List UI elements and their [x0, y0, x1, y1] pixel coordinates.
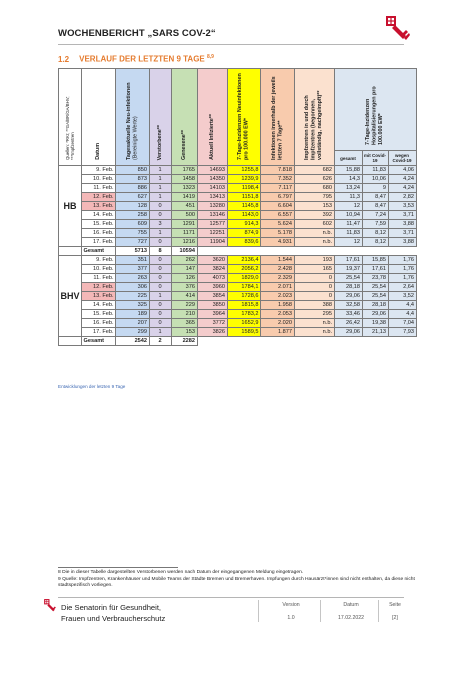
cell-verstorbene: 1: [149, 328, 171, 337]
cell-hosp-wegen: 3,71: [388, 211, 416, 220]
footer-datum: [328, 602, 374, 621]
cell-hosp-gesamt: 14,3: [334, 175, 362, 184]
cell-verstorbene: 3: [149, 220, 171, 229]
cell-7-tage-inzidenz: 874,9: [227, 229, 261, 238]
cell-hosp-wegen: 3,53: [388, 202, 416, 211]
cell-impfzentren: n.b.: [294, 328, 334, 337]
cell-datum: 14. Feb.: [82, 301, 116, 310]
cell-aktuell-infizierte: 14103: [197, 184, 227, 193]
cell-aktuell-infizierte: 3826: [197, 328, 227, 337]
col-header-aktuell-infizierte: Aktuell Infizierte**: [197, 69, 227, 166]
cell-hosp-wegen: 7,93: [388, 328, 416, 337]
cell-aktuell-infizierte: 3854: [197, 292, 227, 301]
cell-aktuell-infizierte: 14350: [197, 175, 227, 184]
cell-datum: 14. Feb.: [82, 211, 116, 220]
cell-hosp-mit: 7,59: [362, 220, 388, 229]
cell-hosp-mit: 10,06: [362, 175, 388, 184]
table-body: [59, 166, 417, 346]
cell-7-tage-inzidenz: 1198,4: [227, 184, 261, 193]
cell-impfzentren: n.b.: [294, 229, 334, 238]
cell-infektionen-7-tage: 1.877: [261, 328, 295, 337]
cell-hosp-wegen: 3,88: [388, 238, 416, 247]
cell-hosp-gesamt: 29,06: [334, 328, 362, 337]
cell-7-tage-inzidenz: 1589,5: [227, 328, 261, 337]
cell-neuinfektionen: 258: [116, 211, 150, 220]
cell-infektionen-7-tage: 1.544: [261, 256, 295, 265]
cell-datum: 11. Feb.: [82, 274, 116, 283]
cell-infektionen-7-tage: 7.117: [261, 184, 295, 193]
cell-infektionen-7-tage: 1.958: [261, 301, 295, 310]
cell-hosp-wegen: 4,4: [388, 301, 416, 310]
cell-neuinfektionen: 377: [116, 265, 150, 274]
total-verstorbene: 2: [149, 337, 171, 346]
cell-hosp-gesamt: 28,18: [334, 283, 362, 292]
cell-impfzentren: 392: [294, 211, 334, 220]
cell-datum: 15. Feb.: [82, 220, 116, 229]
footnote-8: 8 Die in dieser Tabelle dargestellten Verstorbenen werden nach Datum der eingegangenen Meldung eingetragen.: [58, 570, 304, 575]
cell-infektionen-7-tage: 2.020: [261, 319, 295, 328]
covid-data-table: [58, 68, 417, 346]
cell-impfzentren: 295: [294, 310, 334, 319]
cell-infektionen-7-tage: 2.428: [261, 265, 295, 274]
cell-hosp-mit: 8,12: [362, 229, 388, 238]
cell-neuinfektionen: 306: [116, 283, 150, 292]
col-header-impfzentren: Impfzentren in und durch Impfzentren (begonnen, vollständig, nachgeimpft)**: [294, 69, 334, 166]
cell-infektionen-7-tage: 4.931: [261, 238, 295, 247]
cell-neuinfektionen: 886: [116, 184, 150, 193]
cell-verstorbene: 0: [149, 283, 171, 292]
datum-label: Datum: [343, 602, 359, 608]
cell-datum: 16. Feb.: [82, 319, 116, 328]
cell-hosp-mit: 21,13: [362, 328, 388, 337]
table-row: [59, 184, 417, 193]
cell-impfzentren: 0: [294, 274, 334, 283]
cell-aktuell-infizierte: 3772: [197, 319, 227, 328]
table-row: [59, 265, 417, 274]
cell-aktuell-infizierte: 14693: [197, 166, 227, 175]
table-row: [59, 310, 417, 319]
cell-neuinfektionen: 609: [116, 220, 150, 229]
cell-hosp-gesamt: 26,42: [334, 319, 362, 328]
cell-7-tage-inzidenz: 1143,0: [227, 211, 261, 220]
cell-verstorbene: 1: [149, 193, 171, 202]
total-neuinfektionen: 5713: [116, 247, 150, 256]
footer-divider: [58, 597, 404, 598]
col-header-hosp-mit: mit Covid-19: [362, 151, 388, 166]
cell-hosp-gesamt: 12: [334, 202, 362, 211]
report-title: WOCHENBERICHT „SARS COV-2“: [58, 28, 216, 39]
cell-infektionen-7-tage: 6.604: [261, 202, 295, 211]
cell-genesene: 262: [171, 256, 197, 265]
cell-neuinfektionen: 850: [116, 166, 150, 175]
footnote-divider: [58, 567, 178, 568]
cell-7-tage-inzidenz: 1255,8: [227, 166, 261, 175]
cell-7-tage-inzidenz: 1239,9: [227, 175, 261, 184]
seite-value: [2]: [392, 615, 398, 621]
table-caption: Entwicklungen der letzten 9 Tage: [58, 384, 126, 389]
cell-verstorbene: 0: [149, 310, 171, 319]
cell-verstorbene: 0: [149, 256, 171, 265]
source-note-cell: Quellen: *RKI; **GA/BR/GA/BHV; ***Impfzentren: [59, 69, 82, 166]
footer-version: [270, 602, 312, 621]
cell-impfzentren: 388: [294, 301, 334, 310]
cell-aktuell-infizierte: 3850: [197, 301, 227, 310]
cell-hosp-gesamt: 11,47: [334, 220, 362, 229]
footer-separator: [320, 600, 321, 622]
cell-hosp-wegen: 2,82: [388, 193, 416, 202]
cell-aktuell-infizierte: 3960: [197, 283, 227, 292]
cell-hosp-wegen: 4,06: [388, 166, 416, 175]
total-genesene: 10594: [171, 247, 197, 256]
cell-infektionen-7-tage: 2.053: [261, 310, 295, 319]
col-header-genesene: Genesene**: [171, 69, 197, 166]
total-genesene: 2282: [171, 337, 197, 346]
cell-genesene: 210: [171, 310, 197, 319]
cell-datum: 13. Feb.: [82, 292, 116, 301]
hb-city-label: HB: [59, 166, 82, 247]
cell-genesene: 1765: [171, 166, 197, 175]
cell-genesene: 1291: [171, 220, 197, 229]
total-blank: [197, 337, 416, 346]
table-total-row: [59, 337, 417, 346]
cell-aktuell-infizierte: 11904: [197, 238, 227, 247]
cell-datum: 12. Feb.: [82, 193, 116, 202]
cell-infektionen-7-tage: 7.818: [261, 166, 295, 175]
bhv-city-label: BHV: [59, 256, 82, 337]
cell-datum: 9. Feb.: [82, 256, 116, 265]
cell-genesene: 414: [171, 292, 197, 301]
cell-verstorbene: 1: [149, 229, 171, 238]
col-header-hospitalisierung: 7-Tage-Inzidenzen Hospitalisierungen pro 100.000 EW*: [334, 69, 416, 151]
cell-hosp-wegen: 4,24: [388, 175, 416, 184]
cell-hosp-gesamt: 32,58: [334, 301, 362, 310]
cell-impfzentren: 682: [294, 166, 334, 175]
section-title: VERLAUF DER LETZTEN 9 TAGE: [79, 54, 205, 64]
cell-verstorbene: 0: [149, 301, 171, 310]
cell-verstorbene: 1: [149, 166, 171, 175]
cell-datum: 9. Feb.: [82, 166, 116, 175]
header-divider: [58, 44, 404, 45]
table-row: [59, 220, 417, 229]
cell-genesene: 1458: [171, 175, 197, 184]
cell-hosp-wegen: 3,71: [388, 229, 416, 238]
cell-7-tage-inzidenz: 1783,2: [227, 310, 261, 319]
table-row: [59, 193, 417, 202]
cell-neuinfektionen: 873: [116, 175, 150, 184]
cell-impfzentren: 153: [294, 202, 334, 211]
covid-table: [58, 68, 417, 346]
footer-organization: [61, 602, 165, 624]
cell-neuinfektionen: 755: [116, 229, 150, 238]
cell-verstorbene: 0: [149, 319, 171, 328]
cell-hosp-mit: 8,12: [362, 238, 388, 247]
version-value: 1.0: [287, 615, 295, 621]
total-label: Gesamt: [82, 247, 116, 256]
version-label: Version: [282, 602, 300, 608]
cell-impfzentren: n.b.: [294, 319, 334, 328]
cell-hosp-wegen: 1,76: [388, 274, 416, 283]
cell-verstorbene: 1: [149, 175, 171, 184]
cell-aktuell-infizierte: 3964: [197, 310, 227, 319]
cell-verstorbene: 0: [149, 274, 171, 283]
senator-logo-icon: [43, 598, 57, 614]
table-total-row: [59, 247, 417, 256]
footnote-9: 9 Quelle: Impfzentren, Krankenhäuser und Mobile Teams der Städte Bremen und Bremerhaven. Impfungen durch Hausärzt*innen sind nicht enthalten, da diese nicht stadtspezifisch vorliegen.: [58, 577, 415, 588]
cell-infektionen-7-tage: 2.329: [261, 274, 295, 283]
cell-hosp-mit: 23,78: [362, 274, 388, 283]
cell-impfzentren: 193: [294, 256, 334, 265]
cell-datum: 17. Feb.: [82, 328, 116, 337]
cell-genesene: 147: [171, 265, 197, 274]
cell-7-tage-inzidenz: 1829,0: [227, 274, 261, 283]
table-row: [59, 301, 417, 310]
cell-aktuell-infizierte: 13280: [197, 202, 227, 211]
cell-datum: 11. Feb.: [82, 184, 116, 193]
cell-hosp-wegen: 1,76: [388, 265, 416, 274]
cell-hosp-gesamt: 19,37: [334, 265, 362, 274]
cell-infektionen-7-tage: 6.797: [261, 193, 295, 202]
cell-datum: 17. Feb.: [82, 238, 116, 247]
col-header-neuinfektionen: Tagesaktuelle Neu-infektionen (Bereinigte Werte): [116, 69, 150, 166]
cell-7-tage-inzidenz: 1652,9: [227, 319, 261, 328]
col-header-hosp-wegen: wegen Covid-19: [388, 151, 416, 166]
cell-hosp-wegen: 3,88: [388, 220, 416, 229]
cell-aktuell-infizierte: 13413: [197, 193, 227, 202]
table-header-row: [59, 69, 417, 151]
col-header-infektionen-7-tage: Infektionen innerhalb der jeweils letzten 7 Tage**: [261, 69, 295, 166]
cell-neuinfektionen: 189: [116, 310, 150, 319]
cell-aktuell-infizierte: 12577: [197, 220, 227, 229]
table-row: [59, 229, 417, 238]
table-row: [59, 238, 417, 247]
cell-hosp-wegen: 1,76: [388, 256, 416, 265]
cell-neuinfektionen: 207: [116, 319, 150, 328]
bremen-key-logo: [384, 14, 410, 44]
cell-genesene: 229: [171, 301, 197, 310]
cell-hosp-mit: 19,38: [362, 319, 388, 328]
table-row: [59, 328, 417, 337]
cell-neuinfektionen: 299: [116, 328, 150, 337]
section-heading: [58, 54, 214, 64]
col-header-hosp-gesamt: gesamt: [334, 151, 362, 166]
cell-hosp-mit: 8,47: [362, 193, 388, 202]
col-header-datum: Datum: [82, 69, 116, 166]
col-header-7-tage-inzidenz: 7-Tage-Inzidenzen Neuinfektionen pro 100.000 EW*: [227, 69, 261, 166]
cell-7-tage-inzidenz: 1815,8: [227, 301, 261, 310]
cell-verstorbene: 0: [149, 265, 171, 274]
cell-7-tage-inzidenz: 914,3: [227, 220, 261, 229]
cell-datum: 10. Feb.: [82, 175, 116, 184]
cell-genesene: 1171: [171, 229, 197, 238]
footer-org-line-2: Frauen und Verbraucherschutz: [61, 614, 166, 623]
cell-datum: 13. Feb.: [82, 202, 116, 211]
cell-7-tage-inzidenz: 2056,2: [227, 265, 261, 274]
cell-datum: 12. Feb.: [82, 283, 116, 292]
cell-infektionen-7-tage: 6.557: [261, 211, 295, 220]
cell-hosp-mit: 25,54: [362, 292, 388, 301]
cell-aktuell-infizierte: 13146: [197, 211, 227, 220]
cell-genesene: 451: [171, 202, 197, 211]
footer-seite: [380, 602, 410, 621]
cell-impfzentren: 165: [294, 265, 334, 274]
cell-hosp-gesamt: 29,06: [334, 292, 362, 301]
cell-7-tage-inzidenz: 2136,4: [227, 256, 261, 265]
cell-verstorbene: 0: [149, 202, 171, 211]
cell-hosp-mit: 9: [362, 184, 388, 193]
cell-genesene: 365: [171, 319, 197, 328]
table-row: [59, 202, 417, 211]
seite-label: Seite: [389, 602, 401, 608]
cell-datum: 16. Feb.: [82, 229, 116, 238]
cell-hosp-gesamt: 13,24: [334, 184, 362, 193]
footer-org-line-1: Die Senatorin für Gesundheit,: [61, 603, 162, 612]
table-row: [59, 256, 417, 265]
total-label: Gesamt: [82, 337, 116, 346]
cell-infektionen-7-tage: 2.071: [261, 283, 295, 292]
cell-impfzentren: 795: [294, 193, 334, 202]
cell-hosp-mit: 17,61: [362, 265, 388, 274]
cell-hosp-wegen: 4,24: [388, 184, 416, 193]
cell-infektionen-7-tage: 5.178: [261, 229, 295, 238]
table-row: [59, 166, 417, 175]
cell-genesene: 1216: [171, 238, 197, 247]
cell-infektionen-7-tage: 7.352: [261, 175, 295, 184]
cell-impfzentren: n.b.: [294, 238, 334, 247]
table-row: [59, 274, 417, 283]
cell-verstorbene: 0: [149, 238, 171, 247]
cell-hosp-gesamt: 25,54: [334, 274, 362, 283]
col-header-verstorbene: Verstorbene**: [149, 69, 171, 166]
cell-verstorbene: 1: [149, 292, 171, 301]
section-number: 1.2: [58, 54, 70, 64]
cell-hosp-mit: 29,06: [362, 310, 388, 319]
cell-genesene: 376: [171, 283, 197, 292]
cell-aktuell-infizierte: 4073: [197, 274, 227, 283]
cell-hosp-gesamt: 15,88: [334, 166, 362, 175]
cell-7-tage-inzidenz: 839,6: [227, 238, 261, 247]
table-row: [59, 175, 417, 184]
total-spacer: [59, 247, 82, 256]
cell-hosp-gesamt: 17,61: [334, 256, 362, 265]
total-blank: [197, 247, 416, 256]
table-row: [59, 283, 417, 292]
cell-genesene: 126: [171, 274, 197, 283]
cell-hosp-wegen: 4,4: [388, 310, 416, 319]
section-footnote-ref: 8,9: [207, 54, 214, 60]
cell-verstorbene: 0: [149, 211, 171, 220]
cell-impfzentren: 0: [294, 292, 334, 301]
cell-infektionen-7-tage: 2.023: [261, 292, 295, 301]
cell-datum: 15. Feb.: [82, 310, 116, 319]
total-spacer: [59, 337, 82, 346]
cell-verstorbene: 1: [149, 184, 171, 193]
cell-7-tage-inzidenz: 1151,8: [227, 193, 261, 202]
cell-7-tage-inzidenz: 1728,6: [227, 292, 261, 301]
cell-aktuell-infizierte: 3824: [197, 265, 227, 274]
cell-hosp-wegen: 3,52: [388, 292, 416, 301]
cell-7-tage-inzidenz: 1784,1: [227, 283, 261, 292]
cell-aktuell-infizierte: 3620: [197, 256, 227, 265]
datum-value: 17.02.2022: [338, 615, 364, 621]
cell-genesene: 153: [171, 328, 197, 337]
cell-genesene: 500: [171, 211, 197, 220]
total-neuinfektionen: 2542: [116, 337, 150, 346]
cell-hosp-gesamt: 33,46: [334, 310, 362, 319]
cell-hosp-mit: 25,54: [362, 283, 388, 292]
cell-neuinfektionen: 325: [116, 301, 150, 310]
cell-neuinfektionen: 351: [116, 256, 150, 265]
cell-neuinfektionen: 225: [116, 292, 150, 301]
cell-datum: 10. Feb.: [82, 265, 116, 274]
cell-impfzentren: 626: [294, 175, 334, 184]
cell-hosp-mit: 28,18: [362, 301, 388, 310]
cell-neuinfektionen: 627: [116, 193, 150, 202]
table-row: [59, 319, 417, 328]
cell-genesene: 1323: [171, 184, 197, 193]
cell-7-tage-inzidenz: 1145,8: [227, 202, 261, 211]
cell-impfzentren: 0: [294, 283, 334, 292]
cell-hosp-wegen: 7,04: [388, 319, 416, 328]
cell-hosp-wegen: 2,64: [388, 283, 416, 292]
footer-separator: [258, 600, 259, 622]
table-row: [59, 292, 417, 301]
cell-hosp-gesamt: 11,3: [334, 193, 362, 202]
footer-separator: [378, 600, 379, 622]
cell-impfzentren: 680: [294, 184, 334, 193]
cell-hosp-gesamt: 11,83: [334, 229, 362, 238]
cell-impfzentren: 602: [294, 220, 334, 229]
cell-hosp-mit: 7,24: [362, 211, 388, 220]
table-row: [59, 211, 417, 220]
cell-neuinfektionen: 263: [116, 274, 150, 283]
cell-hosp-mit: 11,83: [362, 166, 388, 175]
total-verstorbene: 8: [149, 247, 171, 256]
cell-genesene: 1419: [171, 193, 197, 202]
cell-aktuell-infizierte: 12251: [197, 229, 227, 238]
cell-hosp-gesamt: 12: [334, 238, 362, 247]
cell-hosp-mit: 15,85: [362, 256, 388, 265]
cell-hosp-mit: 8,47: [362, 202, 388, 211]
cell-neuinfektionen: 727: [116, 238, 150, 247]
cell-neuinfektionen: 128: [116, 202, 150, 211]
cell-hosp-gesamt: 10,94: [334, 211, 362, 220]
cell-infektionen-7-tage: 5.624: [261, 220, 295, 229]
